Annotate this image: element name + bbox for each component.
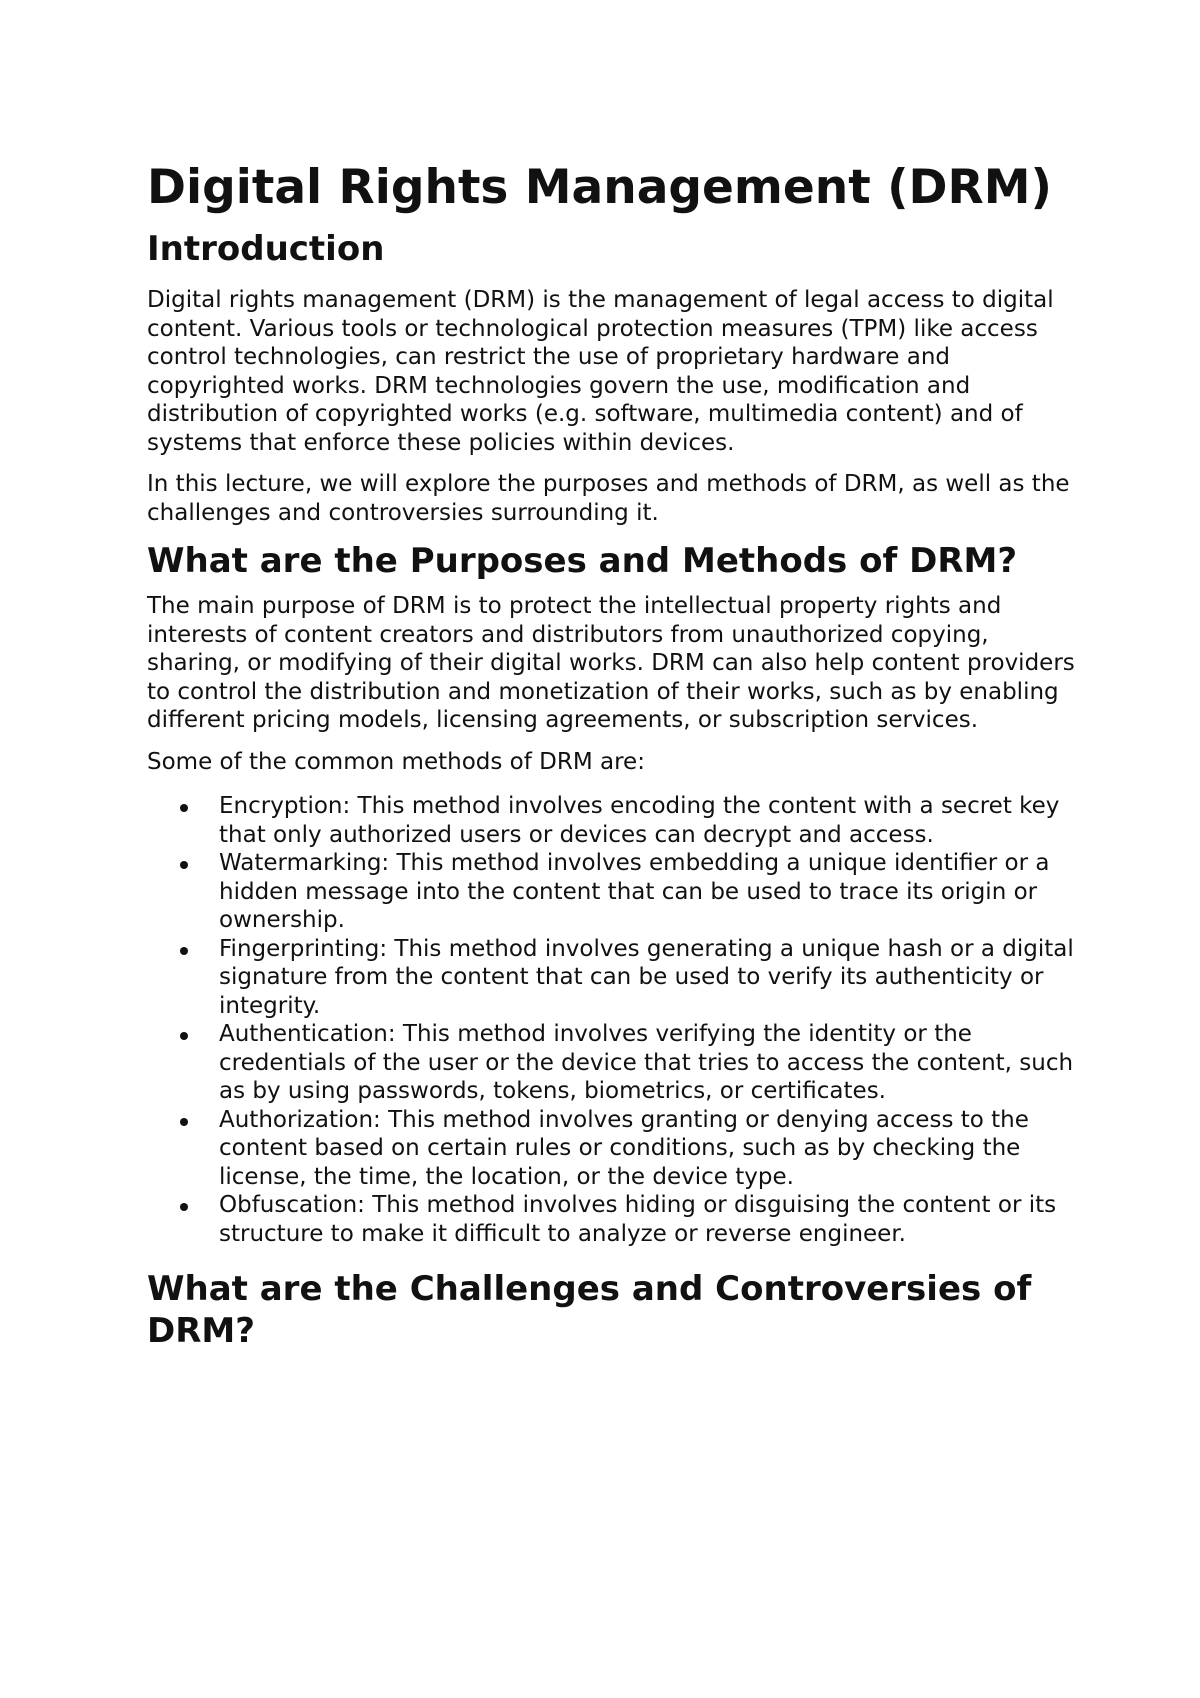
section-heading-introduction: Introduction <box>147 229 385 269</box>
list-item-obfuscation <box>219 1191 1077 1248</box>
methods-list-wrapper <box>147 792 1077 1248</box>
purposes-paragraph-1: The main purpose of DRM is to protect the intellectual property rights and interests of content creators and distributors from unauthorized copying, sharing, or modifying of their digital works. DRM can also help content providers to control the distribution and monetization of their works, such as by enabling different pricing models, licensing agreements, or subscription services. <box>147 593 1075 733</box>
list-item-authentication <box>219 1020 1077 1106</box>
document-title: Digital Rights Management (DRM) <box>147 160 1053 215</box>
list-item-watermarking <box>219 849 1077 935</box>
methods-list <box>147 792 1077 1248</box>
bullet-icon <box>180 1203 188 1211</box>
list-item-text: Fingerprinting: This method involves generating a unique hash or a digital signature from the content that can be used to verify its authenticity or integrity. <box>219 935 1074 1019</box>
intro-paragraph-2: In this lecture, we will explore the purposes and methods of DRM, as well as the challenges and controversies surrounding it. <box>147 471 1070 526</box>
list-item-text: Authorization: This method involves granting or denying access to the content based on certain rules or conditions, such as by checking the license, the time, the location, or the device type. <box>219 1106 1029 1190</box>
list-item-authorization <box>219 1106 1077 1192</box>
bullet-icon <box>180 947 188 955</box>
section-heading-purposes-methods: What are the Purposes and Methods of DRM? <box>147 541 1018 581</box>
list-item-encryption <box>219 792 1077 849</box>
bullet-icon <box>180 804 188 812</box>
list-item-text: Encryption: This method involves encoding the content with a secret key that only authorized users or devices can decrypt and access. <box>219 793 1060 848</box>
bullet-icon <box>180 1118 188 1126</box>
list-item-text: Authentication: This method involves verifying the identity or the credentials of the user or the device that tries to access the content, such as by using passwords, tokens, biometrics, or certificates. <box>219 1021 1074 1104</box>
section-heading-challenges: What are the Challenges and Controversies of DRM? <box>147 1269 1032 1351</box>
list-item-fingerprinting <box>219 935 1077 1021</box>
purposes-paragraph-2: Some of the common methods of DRM are: <box>147 748 645 775</box>
list-item-text: Watermarking: This method involves embedding a unique identifier or a hidden message into the content that can be used to trace its origin or ownership. <box>219 850 1050 933</box>
intro-paragraph-1: Digital rights management (DRM) is the management of legal access to digital content. Various tools or technological protection measures (TPM) like access control technologies, can restrict the use of proprietary hardware and copyrighted works. DRM technologies govern the use, modification and distribution of copyrighted works (e.g. software, multimedia content) and of systems that enforce these policies within devices. <box>147 287 1054 456</box>
bullet-icon <box>180 861 188 869</box>
list-item-text: Obfuscation: This method involves hiding or disguising the content or its structure to make it difficult to analyze or reverse engineer. <box>219 1192 1057 1247</box>
document-page <box>147 160 1077 1362</box>
bullet-icon <box>180 1032 188 1040</box>
